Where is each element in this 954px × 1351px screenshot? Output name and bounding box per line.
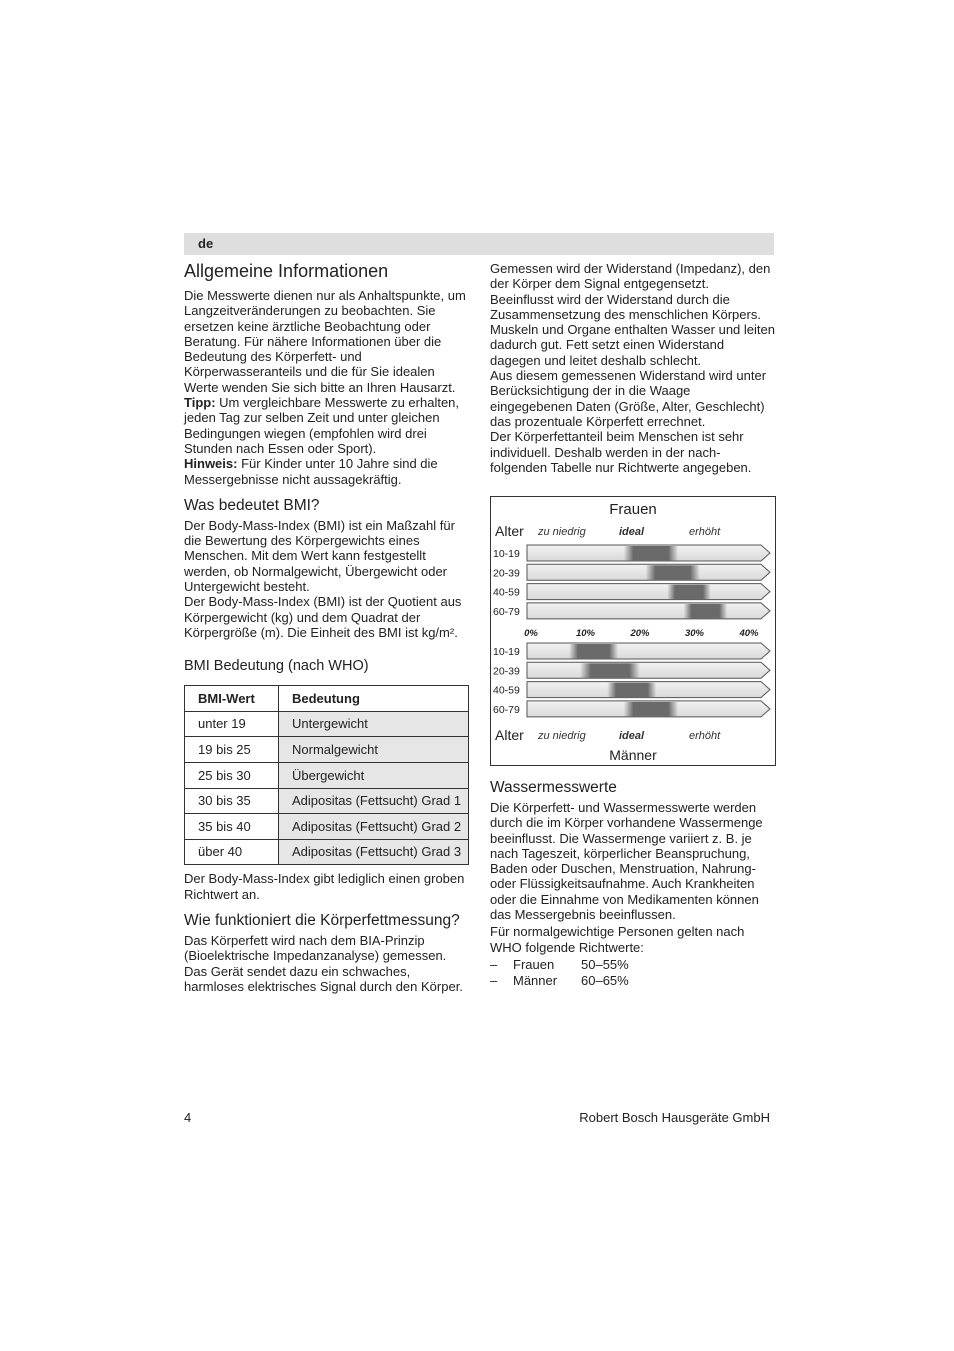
table-row (185, 711, 469, 737)
ideal-range-women (684, 604, 728, 619)
fat-bar-women (527, 584, 770, 600)
age-group-men: 40-59 (493, 684, 520, 697)
hint-text: Für Kinder unter 10 Jahre sind die Messergebnisse nicht aussagekräftig. (184, 456, 438, 487)
bmi-heading: Was bedeutet BMI? (184, 496, 320, 514)
list-value: 50–55% (581, 956, 629, 972)
list-value: 60–65% (581, 973, 629, 989)
age-group-women: 40-59 (493, 586, 520, 599)
x-tick-label: 30% (684, 628, 705, 639)
ideal-range-men (624, 702, 679, 717)
table-cell: Normalgewicht (279, 737, 469, 763)
bmi-paragraph-1: Der Body-Mass-Index (BMI) ist ein Maßzahl für die Bewertung des Körpergewichts eines Menschen. Mit dem Wert kann festgestellt werden, ob Normalgewicht, Übergewicht oder Untergewicht besteht. (184, 517, 455, 595)
water-section (490, 778, 776, 989)
table-cell: Übergewicht (279, 763, 469, 789)
table-cell: Adipositas (Fettsucht) Grad 2 (279, 814, 469, 840)
table-cell: Adipositas (Fettsucht) Grad 3 (279, 839, 469, 865)
list-dash: – (490, 973, 498, 989)
tip-paragraph (184, 395, 470, 456)
list-dash: – (490, 956, 498, 972)
hint-paragraph (184, 456, 470, 487)
impedance-paragraph: Gemessen wird der Widerstand (Impedanz), den der Körper dem Signal entgegensetzt. Beeinflusst wird der Widerstand durch die Zusammensetzung des menschlichen Körpers. (490, 261, 771, 322)
table-header-row (185, 686, 469, 712)
fat-paragraph: Das Körperfett wird nach dem BIA-Prinzip (Bioelektrische Impedanzanalyse) gemessen. Das Gerät sendet dazu ein schwaches, harmloses elektrisches Signal durch den Körper. (184, 932, 463, 994)
age-group-women: 20-39 (493, 567, 520, 580)
age-group-women: 60-79 (493, 605, 520, 618)
zone-label-top: zu niedrig (538, 526, 586, 538)
ideal-range-men (580, 663, 640, 678)
zone-label-bottom: ideal (619, 730, 645, 742)
language-bar (184, 233, 774, 255)
body-fat-chart (490, 496, 776, 766)
ideal-range-women (645, 565, 700, 580)
tip-text: Um vergleichbare Messwerte zu erhalten, jeden Tag zur selben Zeit und unter gleichen Bedingungen wiegen (empfohlen wird drei Stunden nach Essen oder Sport). (184, 395, 460, 456)
ideal-range-women (624, 546, 679, 561)
table-cell: 25 bis 30 (185, 763, 279, 789)
table-header-bmi: BMI-Wert (185, 686, 279, 712)
age-label-top: Alter (495, 523, 524, 539)
table-row (185, 839, 469, 865)
table-row (185, 737, 469, 763)
age-group-women: 10-19 (493, 548, 520, 560)
age-group-men: 20-39 (493, 665, 520, 678)
fat-bar-women (527, 603, 770, 619)
ideal-range-women (667, 585, 711, 600)
table-cell: Adipositas (Fettsucht) Grad 1 (279, 788, 469, 814)
section-title: Allgemeine Informationen (184, 261, 389, 281)
x-tick-label: 0% (524, 628, 538, 639)
language-code: de (198, 236, 214, 251)
right-column (490, 261, 776, 475)
ideal-range-men (607, 683, 656, 698)
list-item (490, 957, 776, 972)
company-name: Robert Bosch Hausgeräte GmbH (579, 1110, 770, 1125)
table-row (185, 814, 469, 840)
water-heading: Wassermesswerte (490, 779, 617, 796)
fat-heading: Wie funktioniert die Körperfettmessung? (184, 911, 460, 929)
muscles-paragraph: Muskeln und Organe enthalten Wasser und leiten dadurch gut. Fett setzt einen Widerstand dagegen und leitet deshalb schlecht. (490, 322, 775, 368)
bmi-table-heading: BMI Bedeutung (nach WHO) (184, 658, 369, 675)
bmi-table (184, 685, 469, 865)
bodyfat-paragraph: Der Körperfettanteil beim Menschen ist sehr individuell. Deshalb werden in der nach-folgenden Tabelle nur Richtwerte angegeben. (490, 429, 752, 475)
age-group-men: 60-79 (493, 703, 520, 716)
x-tick-label: 20% (630, 628, 650, 639)
table-note: Der Body-Mass-Index gibt lediglich einen groben Richtwert an. (184, 871, 465, 902)
table-header-meaning: Bedeutung (279, 686, 469, 712)
chart-title-men: Männer (609, 747, 657, 763)
fat-bar-men (527, 662, 770, 678)
x-tick-label: 10% (575, 628, 596, 639)
water-paragraph-1: Die Körperfett- und Wassermesswerte werden durch die im Körper vorhandene Wassermenge beeinflusst. Die Wassermenge variiert z. B. je nach Tageszeit, körperlicher Beanspruchung, Baden oder Duschen, Menstruation, Nahrung- oder Flüssigkeitsaufnahme. Auch Krankheiten oder die Einnahme von Medikamenten können das Messergebnis beeinflussen. (490, 800, 763, 923)
zone-label-bottom: erhöht (689, 730, 721, 742)
bmi-paragraph-2: Der Body-Mass-Index (BMI) ist der Quotient aus Körpergewicht (kg) und dem Quadrat der Körpergröße (m). Die Einheit des BMI ist kg/m². (184, 594, 462, 640)
hint-label: Hinweis: (184, 456, 238, 472)
table-cell: 30 bis 35 (185, 788, 279, 814)
table-cell: Untergewicht (279, 711, 469, 737)
zone-label-top: ideal (619, 526, 645, 538)
zone-label-bottom: zu niedrig (538, 730, 586, 742)
age-group-men: 10-19 (493, 646, 520, 658)
table-cell: 35 bis 40 (185, 814, 279, 840)
x-tick-label: 40% (739, 628, 759, 639)
tip-label: Tipp: (184, 395, 216, 411)
list-item (490, 973, 776, 988)
intro-paragraph: Die Messwerte dienen nur als Anhaltspunkte, um Langzeitveränderungen zu beobachten. Sie ersetzen keine ärztliche Beobachtung oder Beratung. Für nähere Informationen über die Bedeutung des Körperfett- und Körperwasseranteils und die für Sie idealen Werte wenden Sie sich bitte an Ihren Hausarzt. (184, 288, 466, 395)
table-row (185, 788, 469, 814)
water-list (490, 957, 776, 989)
age-label-bottom: Alter (495, 727, 524, 743)
table-cell: unter 19 (185, 711, 279, 737)
resistance-paragraph: Aus diesem gemessenen Widerstand wird unter Berücksichtigung der in die Waage eingegebenen Daten (Größe, Alter, Geschlecht) das prozentuale Körperfett errechnet. (490, 368, 767, 429)
page-number: 4 (184, 1110, 192, 1125)
list-label: Frauen (513, 956, 555, 972)
chart-title-women: Frauen (609, 501, 657, 518)
table-cell: über 40 (185, 839, 279, 865)
body-fat-chart-svg (491, 497, 775, 765)
fat-bar-men (527, 643, 770, 659)
left-column (184, 260, 470, 994)
table-row (185, 763, 469, 789)
list-label: Männer (513, 973, 558, 989)
zone-label-top: erhöht (689, 526, 721, 538)
water-paragraph-2: Für normalgewichtige Personen gelten nach WHO folgende Richtwerte: (490, 924, 745, 955)
ideal-range-men (569, 644, 618, 659)
table-cell: 19 bis 25 (185, 737, 279, 763)
